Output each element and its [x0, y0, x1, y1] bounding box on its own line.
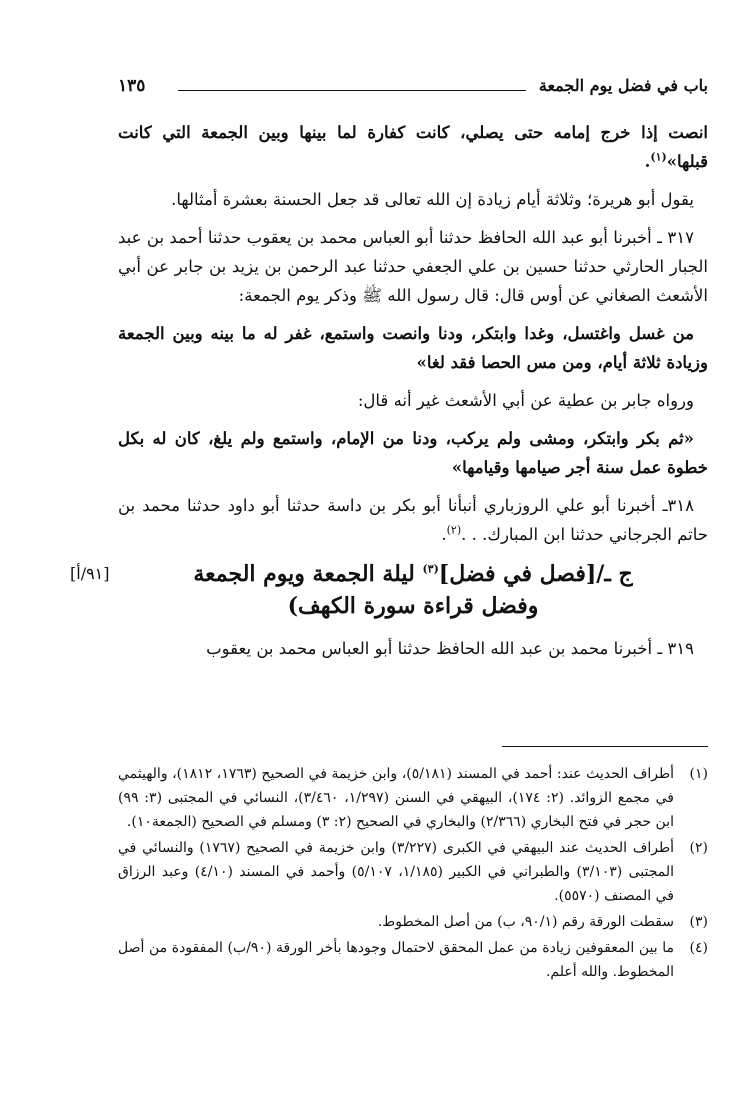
paragraph-text: انصت إذا خرج إمامه حتى يصلي، كانت كفارة لما بينها وبين الجمعة التي كانت قبلها»: [118, 123, 708, 171]
running-header: [118, 76, 708, 100]
footnote-text: سقطت الورقة رقم (٩٠/١، ب) من أصل المخطوط.: [377, 914, 674, 930]
footnote-number: (٤): [689, 940, 708, 956]
manuscript-folio-ref: [٩١/أ]: [70, 564, 110, 583]
footnote-number: (٢): [689, 840, 708, 856]
section-heading-part: ليلة الجمعة ويوم الجمعة: [193, 561, 423, 587]
section-heading-part: ج ـ/[فصل في فضل]: [438, 561, 633, 587]
paragraph-hadith-317: من غسل واغتسل، وغدا وابتكر، ودنا وانصت واستمع، غفر له ما بينه وبين الجمعة وزيادة ثلاثة أيام، ومن مس الحصا فقد لغا»: [118, 324, 708, 372]
paragraph-end: .: [644, 152, 651, 171]
footnote-marker: (٣): [422, 562, 439, 576]
section-heading: [70, 558, 708, 622]
footnote-text: أطراف الحديث عند البيهقي في الكبرى (٣/٢٢٧) وابن خزيمة في الصحيح (١٧٦٧) والنسائي في المجتبى (٣/١٠٣) والطبراني في الكبير (١/١٨٥، ٥/١٠٧) وأحمد في المسند (٤/١٠) وعبد الرزاق في المصنف (٥٥٧٠).: [118, 840, 674, 904]
footnote-2: [118, 836, 708, 908]
paragraph-end: .: [441, 525, 447, 544]
paragraph-comment: يقول أبو هريرة؛ وثلاثة أيام زيادة إن الله تعالى قد جعل الحسنة بعشرة أمثالها.: [171, 190, 694, 209]
footnote-marker: (١): [650, 150, 667, 164]
paragraph-isnad-317: ٣١٧ ـ أخبرنا أبو عبد الله الحافظ حدثنا أبو العباس محمد بن يعقوب حدثنا أحمد بن عبد الجبار الحارثي حدثنا حسين بن علي الجعفي حدثنا عبد الرحمن بن يزيد بن جابر عن أبي الأشعث الصغاني عن أوس قال: قال رسول الله ﷺ وذكر يوم الجمعة:: [118, 228, 708, 305]
footnote-number: (١): [689, 766, 708, 782]
paragraph-narration-note: ورواه جابر بن عطية عن أبي الأشعث غير أنه قال:: [357, 391, 694, 410]
footnote-text: أطراف الحديث عند: أحمد في المسند (٥/١٨١)، وابن خزيمة في الصحيح (١٧٦٣، ١٨١٢)، والهيثمي في مجمع الزوائد. (٢: ١٧٤)، البيهقي في السنن (١/٢٩٧، ٣/٤٦٠)، النسائي في المجتبى (٣: ٩٩) ابن حجر في فتح البخاري (٢/٣٦٦) والبخاري في الصحيح (٢: ٣) ومسلم في الصحيح (الجمعة١٠).: [118, 766, 675, 830]
paragraph-hadith-variant: «ثم بكر وابتكر، ومشى ولم يركب، ودنا من الإمام، واستمع ولم يلغ، كان له بكل خطوة عمل سنة أجر صيامها وقيامها»: [118, 429, 708, 477]
footnote-1: [118, 762, 708, 834]
paragraph-hadith-end: [118, 118, 708, 176]
footnote-4: [118, 936, 708, 984]
section-heading-line2: وفضل قراءة سورة الكهف): [287, 593, 539, 619]
paragraph-text: ٣١٨ـ أخبرنا أبو علي الروزباري أنبأنا أبو بكر بن داسة حدثنا أبو داود حدثنا محمد بن حاتم الجرجاني حدثنا ابن المبارك. . .: [118, 496, 708, 544]
footnote-marker: (٢): [446, 523, 462, 537]
section-heading-line1: [118, 558, 708, 590]
footnotes: [118, 762, 708, 986]
footnote-3: [118, 910, 708, 934]
paragraph-isnad-318: [118, 491, 708, 549]
footnote-number: (٣): [689, 914, 708, 930]
paragraph-isnad-319: ٣١٩ ـ أخبرنا محمد بن عبد الله الحافظ حدثنا أبو العباس محمد بن يعقوب: [206, 639, 694, 658]
page-number: ١٣٥: [118, 76, 146, 96]
header-rule: [178, 90, 526, 91]
main-text: [70, 118, 708, 672]
footnote-text: ما بين المعقوفين زيادة من عمل المحقق لاحتمال وجودها بأخر الورقة (٩٠/ب) المفقودة من أصل المخطوط. والله أعلم.: [118, 940, 674, 980]
header-title: باب في فضل يوم الجمعة: [538, 76, 708, 95]
footnote-separator: [502, 746, 708, 747]
